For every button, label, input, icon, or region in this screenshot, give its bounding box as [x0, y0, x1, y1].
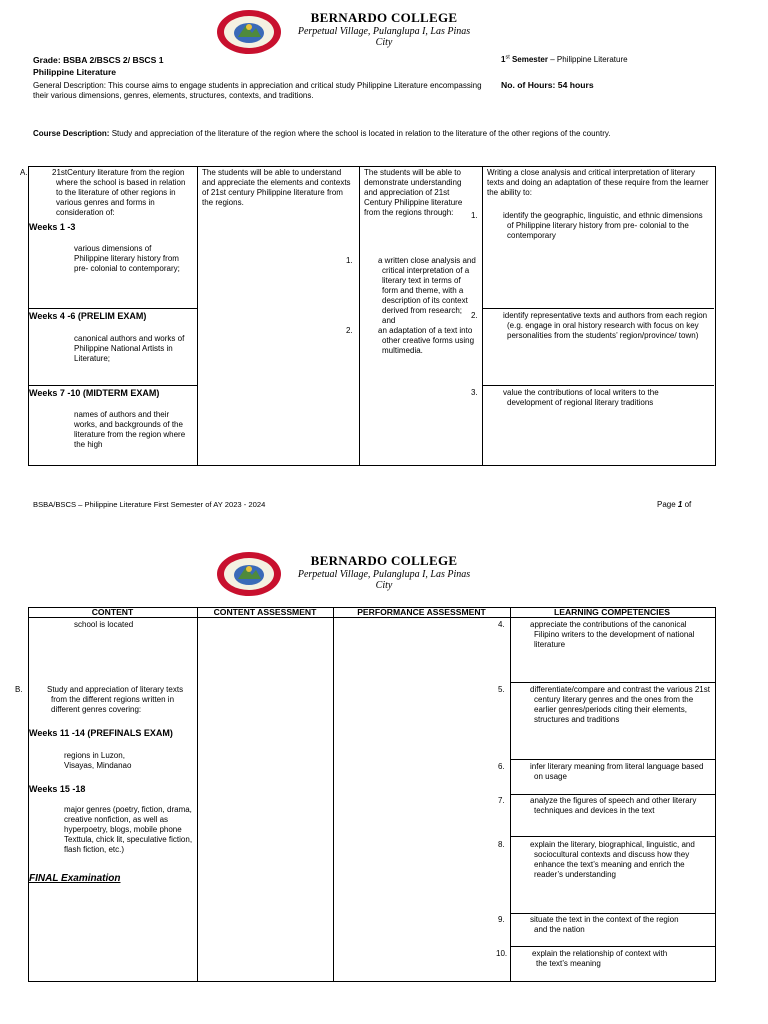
header-learning-competencies: LEARNING COMPETENCIES: [553, 607, 671, 617]
weeks-15-18-heading: Weeks 15 -18: [29, 784, 86, 794]
competency-5: 5. differentiate/compare and contrast the various 21st century literary genres and the ones from the earlier genres/periods citing their elements, structures and traditions: [498, 685, 710, 724]
performance-intro: The students will be able to demonstrate understanding and appreciation of 21st Century Philippine literature from the regions through:: [364, 168, 463, 217]
competency-9: 9. situate the text in the context of the region and the nation: [498, 915, 679, 934]
header-performance-assessment: PERFORMANCE ASSESSMENT: [357, 607, 486, 617]
weeks-1-3-heading: Weeks 1 -3: [29, 222, 76, 232]
competency-7: 7. analyze the figures of speech and other literary techniques and devices in the text: [498, 796, 697, 815]
content-item-a: A. 21stCentury literature from the region where the school is based in relation to the literature of other regions in various genres and forms in consideration of:: [20, 168, 186, 217]
school-header: [274, 10, 494, 48]
weeks-1-3-text: various dimensions of Philippine literary history from pre- colonial to contemporary;: [74, 244, 180, 273]
competency-3: 3. value the contributions of local writers to the development of regional literary traditions: [471, 388, 659, 407]
competency-1: 1. identify the geographic, linguistic, and ethnic dimensions of Philippine literary history from pre- colonial to the contemporary: [471, 211, 703, 240]
content-continued: school is located: [74, 620, 134, 629]
subject-line: Philippine Literature: [33, 67, 117, 77]
content-item-b: B. Study and appreciation of literary texts from the different regions written in different genres covering:: [15, 685, 184, 714]
school-city-2: City: [375, 580, 393, 591]
header-content-assessment: CONTENT ASSESSMENT: [213, 607, 317, 617]
weeks-11-14-heading: Weeks 11 -14 (PREFINALS EXAM): [29, 728, 173, 738]
competency-6: 6. infer literary meaning from literal language based on usage: [498, 762, 704, 781]
competency-10: 10. explain the relationship of context with the text’s meaning: [496, 949, 668, 968]
content-assessment-text: The students will be able to understand and appreciate the elements and contexts of 21st century Philippine literature from the regions.: [202, 168, 351, 207]
college-seal-logo: [216, 9, 282, 55]
school-name: BERNARDO COLLEGE: [310, 10, 458, 25]
college-seal-logo-2: [216, 551, 282, 597]
performance-list: 1. a written close analysis and critical interpretation of a literary text in terms of form and theme, with a description of its context derived from research; and 2. an adaptation of a text into other creative forms using multimedia.: [346, 256, 476, 355]
general-description: General Description: This course aims to engage students in appreciation and critical study Philippine Literature encompassing their various dimensions, genres, elements, structures, contexts, and traditions.: [33, 81, 482, 100]
competency-2: 2. identify representative texts and authors from each region (e.g. engage in oral history research with focus on key personalities from the students’ region/province/ town): [471, 311, 708, 340]
header-content: CONTENT: [91, 607, 134, 617]
weeks-7-10-text: names of authors and their works, and backgrounds of the literature from the region where the high: [74, 410, 186, 449]
grade-line: Grade: BSBA 2/BSCS 2/ BSCS 1: [33, 55, 164, 65]
school-address-2: Perpetual Village, Pulanglupa I, Las Pinas: [297, 569, 471, 580]
competency-4: 4. appreciate the contributions of the canonical Filipino writers to the development of national literature: [498, 620, 695, 649]
school-city: City: [375, 37, 393, 48]
hours-line: No. of Hours: 54 hours: [501, 80, 594, 90]
competencies-intro: Writing a close analysis and critical interpretation of literary texts and doing an adaptation of these require from the learner the ability to:: [487, 168, 709, 197]
semester-line: 1st Semester – Philippine Literature: [501, 54, 628, 64]
school-header-2: [274, 553, 494, 591]
weeks-4-6-text: canonical authors and works of Philippine National Artists in Literature;: [74, 334, 185, 363]
school-address: Perpetual Village, Pulanglupa I, Las Pinas: [297, 26, 471, 37]
weeks-7-10-heading: Weeks 7 -10 (MIDTERM EXAM): [29, 388, 160, 398]
competency-8: 8. explain the literary, biographical, linguistic, and sociocultural contexts and discuss how they enhance the text’s meaning and enrich the reader’s understanding: [498, 840, 695, 879]
weeks-4-6-heading: Weeks 4 -6 (PRELIM EXAM): [29, 311, 147, 321]
footer-page-number: Page 1 of: [657, 500, 692, 509]
footer-course-info: BSBA/BSCS – Philippine Literature First Semester of AY 2023 - 2024: [33, 500, 266, 509]
weeks-11-14-text: regions in Luzon, Visayas, Mindanao: [64, 751, 132, 770]
weeks-15-18-text: major genres (poetry, fiction, drama, creative nonfiction, as well as hyperpoetry, blogs, mobile phone Texttula, chick lit, speculative fiction, flash fiction, etc.): [64, 805, 193, 854]
school-name-2: BERNARDO COLLEGE: [310, 553, 458, 568]
final-examination-heading: FINAL Examination: [29, 873, 121, 884]
course-description: Course Description: Study and appreciation of the literature of the region where the school is located in relation to the literature of the other regions of the country.: [33, 129, 611, 138]
